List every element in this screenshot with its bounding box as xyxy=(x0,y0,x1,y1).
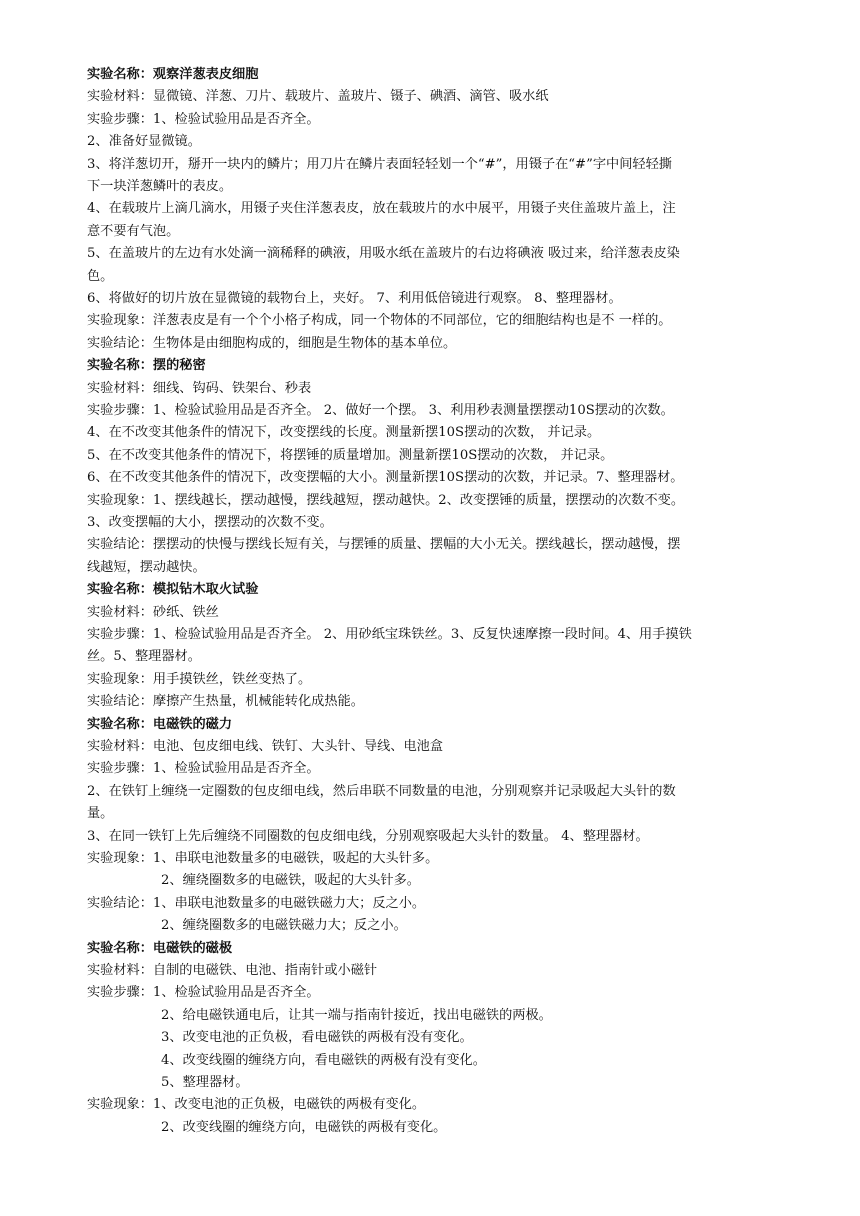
text-line: 实验结论：摆摆动的快慢与摆线长短有关，与摆锤的质量、摆幅的大小无关。摆线越长，摆动越慢，摆 xyxy=(87,537,681,553)
text-line: 实验现象：1、串联电池数量多的电磁铁，吸起的大头针多。 xyxy=(87,851,439,866)
text-line: 5、在不改变其他条件的情况下，将摆锤的质量增加。测量新摆10S摆动的次数， 并记录。 xyxy=(87,447,614,463)
text-line: 4、在载玻片上滴几滴水，用镊子夹住洋葱表皮，放在载玻片的水中展平，用镊子夹住盖玻片盖上，注 xyxy=(87,201,676,217)
text-line: 下一块洋葱鳞叶的表皮。 xyxy=(87,179,233,194)
text-line: 实验步骤：1、检验试验用品是否齐全。 2、做好一个摆。 3、利用秒表测量摆摆动10S摆动的次数。 xyxy=(87,403,674,418)
text-line: 3、在同一铁钉上先后缠绕不同圈数的包皮细电线，分别观察吸起大头针的数量。 4、整理器材。 xyxy=(87,828,649,844)
text-line: 量。 xyxy=(87,806,114,822)
text-line: 实验材料：显微镜、洋葱、刀片、载玻片、盖玻片、镊子、碘酒、滴管、吸水纸 xyxy=(87,89,549,105)
text-line: 实验步骤：1、检验试验用品是否齐全。 xyxy=(87,985,320,1001)
text-line: 4、在不改变其他条件的情况下，改变摆线的长度。测量新摆10S摆动的次数， 并记录。 xyxy=(87,425,601,441)
text-line: 实验结论：生物体是由细胞构成的，细胞是生物体的基本单位。 xyxy=(87,335,457,351)
text-line: 实验步骤：1、检验试验用品是否齐全。 xyxy=(87,761,320,777)
text-line: 2、在铁钉上缠绕一定圈数的包皮细电线，然后串联不同数量的电池，分别观察并记录吸起大头针的数 xyxy=(87,783,676,799)
text-line: 3、改变电池的正负极，看电磁铁的两极有没有变化。 xyxy=(161,1030,473,1046)
text-line: 2、给电磁铁通电后，让其一端与指南针接近，找出电磁铁的两极。 xyxy=(161,1007,552,1023)
text-line: 色。 xyxy=(87,268,114,284)
section-title: 实验名称：摆的秘密 xyxy=(87,358,206,374)
text-line: 实验现象：用手摸铁丝，铁丝变热了。 xyxy=(87,671,312,687)
section-title: 实验名称：电磁铁的磁极 xyxy=(87,940,233,956)
text-line: 5、整理器材。 xyxy=(161,1075,249,1090)
text-line: 实验现象：洋葱表皮是有一个个小格子构成，同一个物体的不同部位，它的细胞结构也是不 一样的。 xyxy=(87,313,672,329)
text-line: 2、准备好显微镜。 xyxy=(87,134,201,150)
section-title: 实验名称：观察洋葱表皮细胞 xyxy=(87,67,259,82)
text-line: 线越短，摆动越快。 xyxy=(87,559,206,575)
text-line: 实验材料：细线、钩码、铁架台、秒表 xyxy=(87,380,312,396)
text-line: 丝。5、整理器材。 xyxy=(87,649,201,665)
text-line: 实验步骤：1、检验试验用品是否齐全。 2、用砂纸宝珠铁丝。3、反复快速摩擦一段时间。4、用手摸铁 xyxy=(87,627,692,642)
section-title: 实验名称：模拟钻木取火试验 xyxy=(87,582,259,598)
text-line: 实验结论：摩擦产生热量，机械能转化成热能。 xyxy=(87,694,364,710)
text-line: 2、缠绕圈数多的电磁铁磁力大；反之小。 xyxy=(161,918,407,934)
text-line: 实验现象：1、改变电池的正负极，电磁铁的两极有变化。 xyxy=(87,1097,426,1113)
text-line: 3、改变摆幅的大小，摆摆动的次数不变。 xyxy=(87,515,333,530)
text-line: 意不要有气泡。 xyxy=(87,223,180,239)
text-line: 实验步骤：1、检验试验用品是否齐全。 xyxy=(87,111,320,127)
text-line: 2、改变线圈的缠绕方向，电磁铁的两极有变化。 xyxy=(161,1119,447,1135)
text-line: 3、将洋葱切开，掰开一块内的鳞片；用刀片在鳞片表面轻轻划一个“#”，用镊子在“#”字中间轻轻撕 xyxy=(87,156,672,172)
text-line: 2、缠绕圈数多的电磁铁，吸起的大头针多。 xyxy=(161,873,420,889)
section-title: 实验名称：电磁铁的磁力 xyxy=(87,716,233,732)
text-line: 实验材料：自制的电磁铁、电池、指南针或小磁针 xyxy=(87,963,378,978)
text-line: 6、将做好的切片放在显微镜的载物台上，夹好。 7、利用低倍镜进行观察。 8、整理器材。 xyxy=(87,291,622,306)
text-line: 6、在不改变其他条件的情况下，改变摆幅的大小。测量新摆10S摆动的次数，并记录。7、整理器材。 xyxy=(87,470,684,486)
text-line: 实验材料：砂纸、铁丝 xyxy=(87,604,219,620)
text-line: 5、在盖玻片的左边有水处滴一滴稀释的碘液，用吸水纸在盖玻片的右边将碘液 吸过来，给洋葱表皮染 xyxy=(87,246,680,262)
text-line: 实验现象：1、摆线越长，摆动越慢，摆线越短，摆动越快。2、改变摆锤的质量，摆摆动的次数不变。 xyxy=(87,492,685,508)
text-line: 实验材料：电池、包皮细电线、铁钉、大头针、导线、电池盒 xyxy=(87,739,444,754)
text-line: 实验结论：1、串联电池数量多的电磁铁磁力大；反之小。 xyxy=(87,895,426,911)
text-line: 4、改变线圈的缠绕方向，看电磁铁的两极有没有变化。 xyxy=(161,1052,486,1068)
